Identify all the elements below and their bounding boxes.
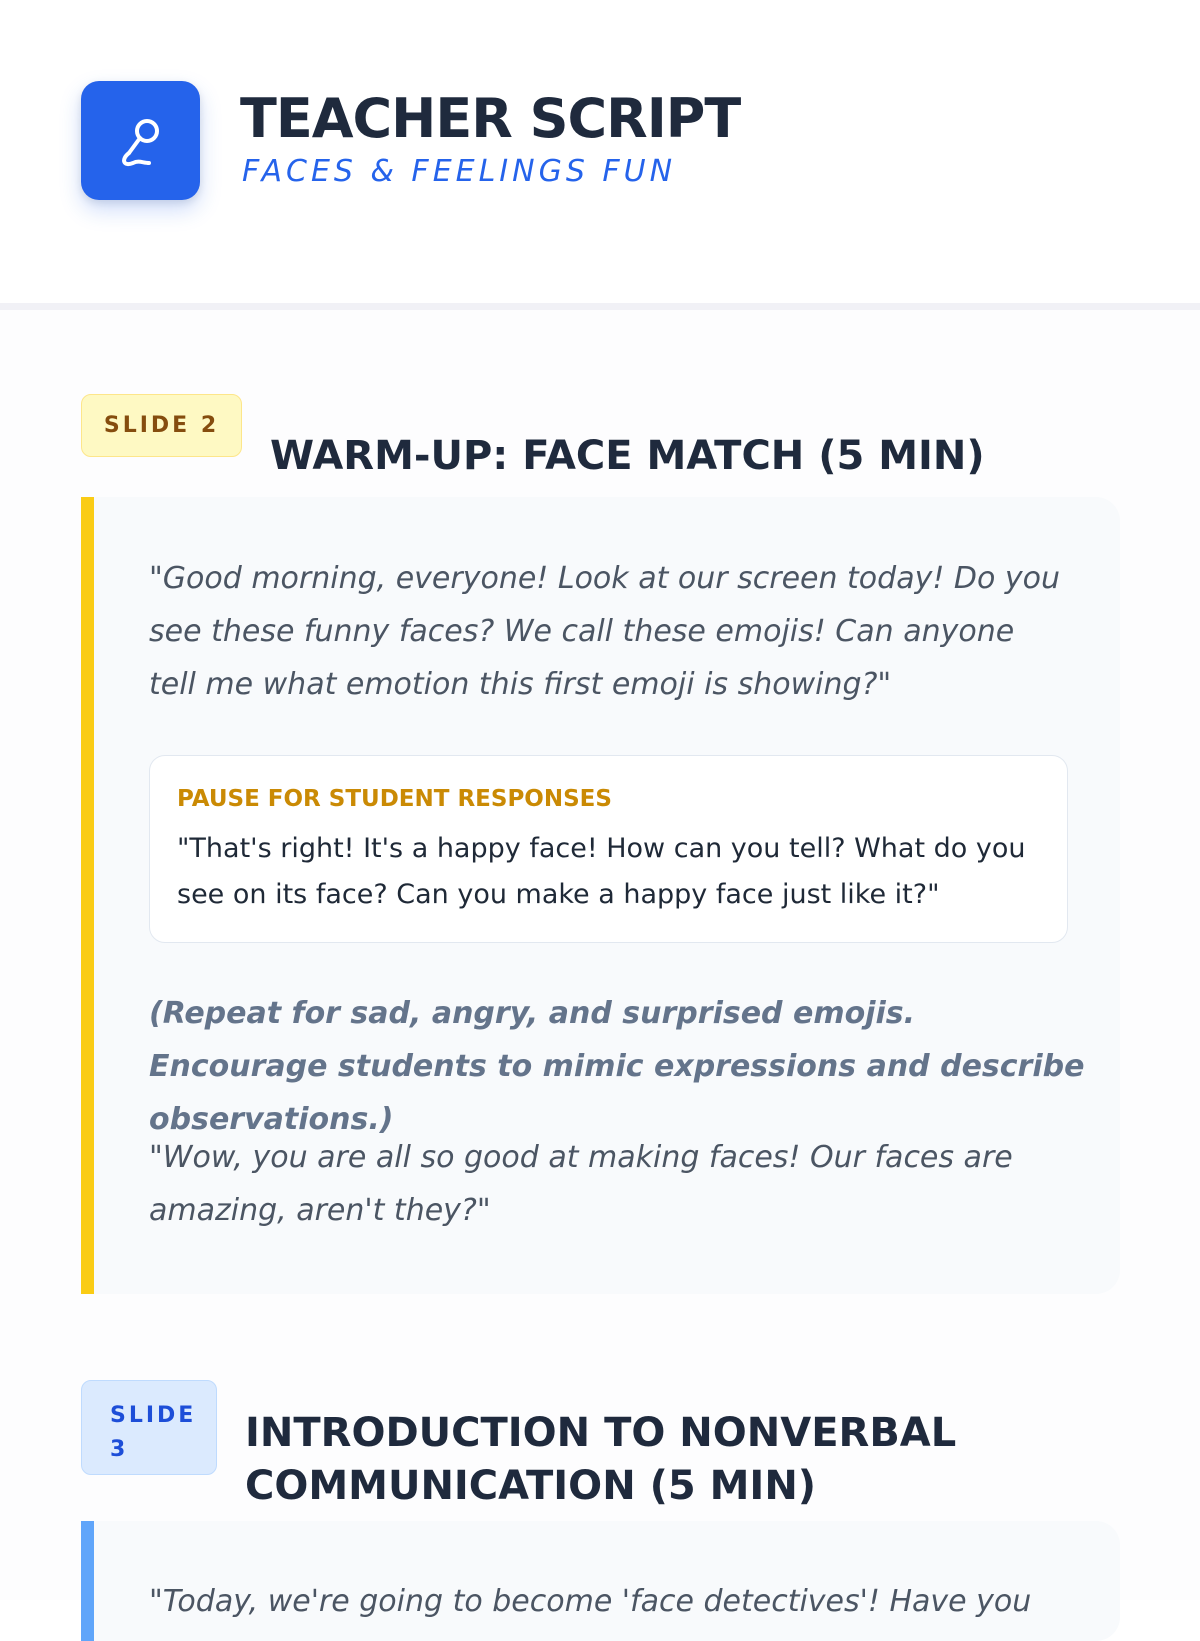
stage-direction: (Repeat for sad, angry, and surprised emojis. Encourage students to mimic expressions and describe observations.) [149, 996, 1085, 1137]
page-title: TEACHER SCRIPT [240, 87, 741, 150]
microphone-icon [111, 111, 171, 171]
pause-callout [149, 755, 1068, 943]
section-title: WARM-UP: FACE MATCH (5 MIN) [270, 433, 985, 480]
logo-badge [81, 81, 200, 200]
page-header [0, 0, 1200, 305]
slide-badge: SLIDE 3 [81, 1380, 217, 1475]
script-text: "Good morning, everyone! Look at our screen today! Do you see these funny faces? We call these emojis! Can anyone tell me what emotion this first emoji is showing?" [149, 561, 1061, 702]
script-card [81, 497, 1120, 1294]
pause-text: "That's right! It's a happy face! How can you tell? What do you see on its face? Can you make a happy face just like it?" [177, 833, 1026, 910]
page-subtitle: FACES & FEELINGS FUN [242, 154, 677, 189]
header-divider [0, 303, 1200, 310]
slide-badge: SLIDE 2 [81, 394, 242, 457]
pause-label: PAUSE FOR STUDENT RESPONSES [177, 786, 612, 812]
script-text: "Today, we're going to become 'face detectives'! Have you [149, 1584, 1032, 1619]
script-text: "Wow, you are all so good at making faces! Our faces are amazing, aren't they?" [149, 1140, 1013, 1228]
section-title: INTRODUCTION TO NONVERBAL COMMUNICATION (5 MIN) [245, 1410, 957, 1510]
script-card [81, 1521, 1120, 1641]
